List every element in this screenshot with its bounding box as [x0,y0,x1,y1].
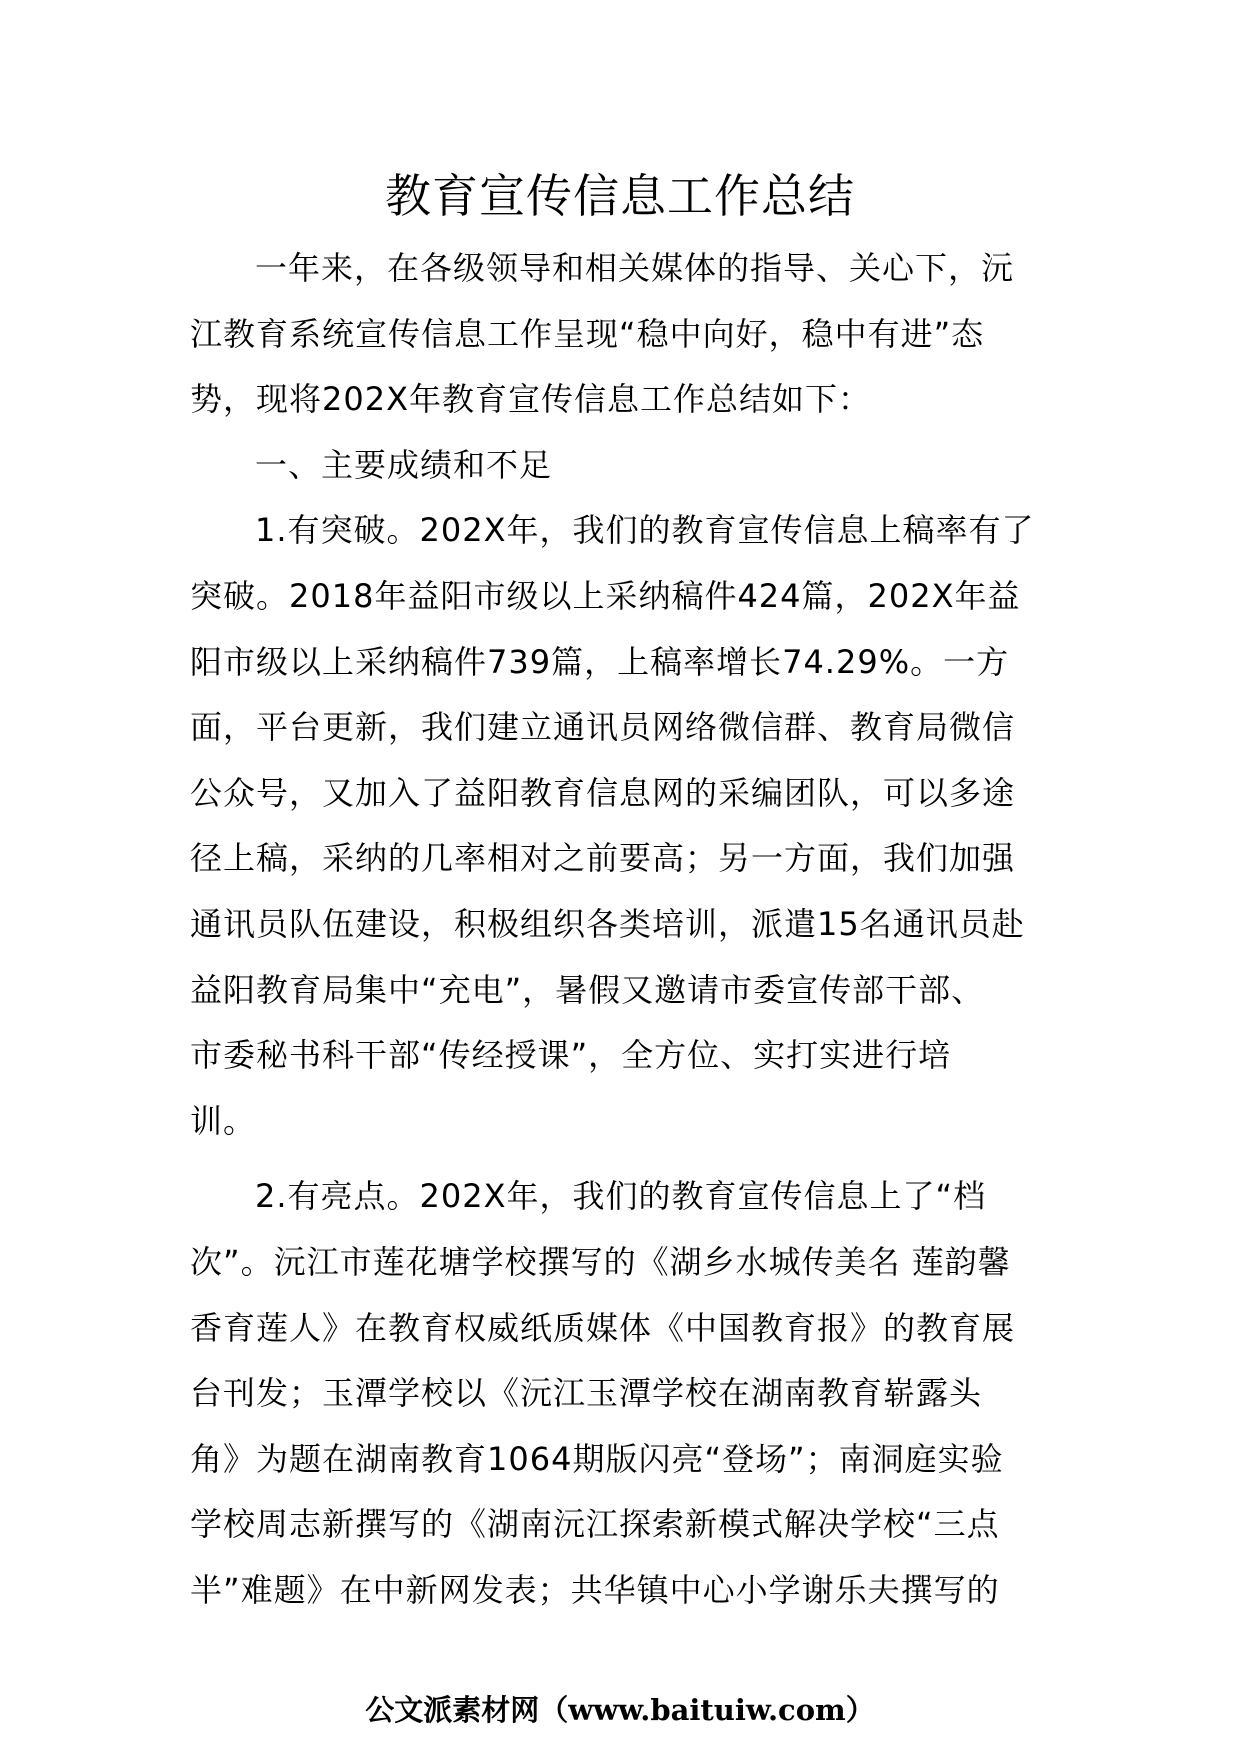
text-line: 江教育系统宣传信息工作呈现“稳中向好，稳中有进”态 [190,314,985,353]
text-line: 半”难题》在中新网发表；共华镇中心小学谢乐夫撰写的 [190,1570,1000,1609]
text-line: 学校周志新撰写的《湖南沅江探索新模式解决学校“三点 [190,1505,1000,1544]
footer-watermark: 公文派素材网（www.baituiw.com） [365,1693,875,1727]
text-line: 一年来，在各级领导和相关媒体的指导、关心下，沅 [255,249,1015,287]
text-line: 2.有亮点。202X年，我们的教育宣传信息上了“档 [255,1177,987,1216]
paragraph-gap [190,1154,1065,1164]
text-line: 一、主要成绩和不足 [255,445,553,484]
text-line: 1.有突破。202X年，我们的教育宣传信息上稿率有了 [255,511,1035,550]
document-body [190,236,1065,1623]
text-line: 阳市级以上采纳稿件739篇，上稿率增长74.29%。一方 [190,642,1010,681]
text-line: 香育莲人》在教育权威纸质媒体《中国教育报》的教育展 [190,1308,1016,1347]
text-line: 公众号，又加入了益阳教育信息网的采编团队，可以多途 [190,773,1016,812]
text-line: 通讯员队伍建设，积极组织各类培训，派遣15名通讯员赴 [190,904,1025,943]
text-line: 次”。沅江市莲花塘学校撰写的《湖乡水城传美名 莲韵馨 [190,1242,1011,1281]
text-line: 角》为题在湖南教育1064期版闪亮“登场”；南洞庭实验 [190,1439,1004,1478]
text-line: 径上稿，采纳的几率相对之前要高；另一方面，我们加强 [190,839,1016,878]
text-line: 益阳教育局集中“充电”，暑假又邀请市委宣传部干部、 [190,970,985,1009]
text-line: 台刊发；玉潭学校以《沅江玉潭学校在湖南教育崭露头 [190,1374,983,1413]
text-line: 训。 [190,1101,257,1140]
document-title: 教育宣传信息工作总结 [385,169,855,223]
text-line: 势，现将202X年教育宣传信息工作总结如下： [190,380,872,419]
text-line: 突破。2018年益阳市级以上采纳稿件424篇，202X年益 [190,576,1021,615]
text-line: 面，平台更新，我们建立通讯员网络微信群、教育局微信 [190,708,1016,747]
text-line: 市委秘书科干部“传经授课”，全方位、实打实进行培 [190,1036,952,1075]
